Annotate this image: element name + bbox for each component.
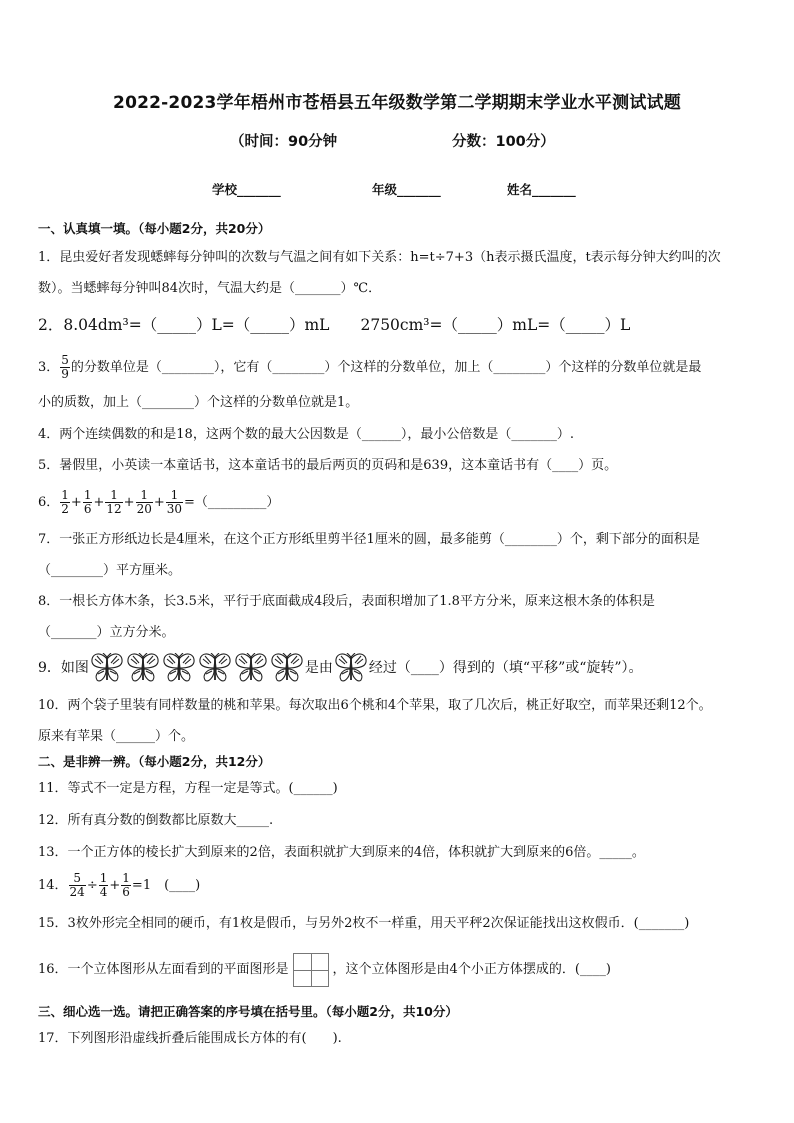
question-10-line2: 原来有苹果（______）个。 xyxy=(38,729,195,744)
question-15: 15．3枚外形完全相同的硬币，有1枚是假币，与另外2枚不一样重，用天平秤2次保证能找出这枚假币．(_______) xyxy=(38,916,690,931)
question-1-line2: 数）。当蟋蟀每分钟叫84次时，气温大约是（_______）℃． xyxy=(38,281,382,296)
exam-meta xyxy=(0,130,794,152)
question-8-line2: （_______）立方分米。 xyxy=(38,625,175,640)
question-3-line1 xyxy=(38,352,758,384)
question-10-line1: 10．两个袋子里装有同样数量的桃和苹果。每次取出6个桃和4个苹果，取了几次后，桃正好取空，而苹果还剩12个。 xyxy=(38,698,712,713)
exam-score: 分数：100分） xyxy=(452,134,555,150)
question-13: 13．一个正方体的棱长扩大到原来的2倍，表面积就扩大到原来的4倍，体积就扩大到原来的6倍。_____。 xyxy=(38,845,645,860)
question-7-line1: 7．一张正方形纸边长是4厘米，在这个正方形纸里剪半径1厘米的圆，最多能剪（________）个，剩下部分的面积是 xyxy=(38,532,700,547)
name-field: 姓名_______ xyxy=(507,182,576,197)
question-12: 12．所有真分数的倒数都比原数大_____. xyxy=(38,813,274,828)
school-field: 学校_______ xyxy=(212,182,281,197)
question-8-line1: 8．一根长方体木条，长3.5米，平行于底面截成4段后，表面积增加了1.8平方分米，原来这根木条的体积是 xyxy=(38,594,655,609)
question-14: 14． $\frac{5}{24}$ ÷ $\frac{1}{4}$ + $\frac{1}{6}$ =1 (____) xyxy=(38,871,201,899)
question-6: 6． $\frac{1}{2}$ + $\frac{1}{6}$ + $\frac{1}{12}$ + $\frac{1}{20}$ + $\frac{1}{30}$ =（_________） xyxy=(38,488,280,516)
q14-fraction-2: $\frac{1}{4}$ xyxy=(99,871,108,899)
section1-heading: 一、认真填一填。（每小题2分，共20分） xyxy=(38,221,271,236)
q6-fraction-3: $\frac{1}{12}$ xyxy=(106,488,122,516)
q6-fraction-2: $\frac{1}{6}$ xyxy=(83,488,92,516)
butterfly-icon xyxy=(269,653,305,683)
butterfly-icon xyxy=(233,653,269,683)
question-7-line2: （________）平方厘米。 xyxy=(38,563,182,578)
section3-heading: 三、细心选一选。请把正确答案的序号填在括号里。（每小题2分，共10分） xyxy=(38,1004,458,1019)
question-11: 11．等式不一定是方程，方程一定是等式。(______) xyxy=(38,781,338,796)
butterfly-icon xyxy=(125,653,161,683)
question-5: 5．暑假里，小英读一本童话书，这本童话书的最后两页的页码和是639，这本童话书有（____）页。 xyxy=(38,458,618,473)
four-square-grid-icon xyxy=(293,953,329,987)
grade-field: 年级_______ xyxy=(372,182,441,197)
question-16: 16．一个立体图形从左面看到的平面图形是 ，这个立体图形是由4个小正方体摆成的．(____) xyxy=(38,951,758,989)
q6-fraction-4: $\frac{1}{20}$ xyxy=(136,488,152,516)
question-3-line2: 小的质数，加上（________）个这样的分数单位就是1。 xyxy=(38,395,359,410)
question-2: 2．8.04dm³=（_____）L=（_____）mL 2750cm³=（_____）mL=（_____）L xyxy=(38,316,631,334)
question-4: 4．两个连续偶数的和是18，这两个数的最大公因数是（______），最小公倍数是（_______）. xyxy=(38,427,574,442)
q6-fraction-5: $\frac{1}{30}$ xyxy=(166,488,183,516)
question-1-line1: 1．昆虫爱好者发现蟋蟀每分钟叫的次数与气温之间有如下关系：h=t÷7+3（h表示摄氏温度，t表示每分钟大约叫的次 xyxy=(38,250,721,265)
q6-fraction-1: $\frac{1}{2}$ xyxy=(61,488,69,516)
exam-time: （时间：90分钟 xyxy=(230,134,338,150)
section2-heading: 二、是非辨一辨。（每小题2分，共12分） xyxy=(38,754,271,769)
butterfly-icon xyxy=(333,653,369,683)
question-17: 17．下列图形沿虚线折叠后能围成长方体的有( ). xyxy=(38,1031,342,1046)
q3-text: 的分数单位是（________），它有（________）个这样的分数单位，加上（________）个这样的分数单位就是最 xyxy=(70,360,702,375)
butterfly-icon xyxy=(161,653,197,683)
butterfly-icon xyxy=(89,653,125,683)
butterfly-icon xyxy=(197,653,233,683)
q3-number: 3． xyxy=(38,360,60,375)
page-title: 2022-2023学年梧州市苍梧县五年级数学第二学期期末学业水平测试试题 xyxy=(113,93,681,113)
question-9: 9．如图 是由 经过（____）得到的（填“平移”或“旋转”）。 xyxy=(38,648,758,688)
q14-fraction-3: $\frac{1}{6}$ xyxy=(122,871,130,899)
butterfly-sequence xyxy=(89,660,305,676)
q3-fraction: $\frac{5}{9}$ xyxy=(61,353,69,381)
q14-fraction-1: $\frac{5}{24}$ xyxy=(69,871,85,899)
